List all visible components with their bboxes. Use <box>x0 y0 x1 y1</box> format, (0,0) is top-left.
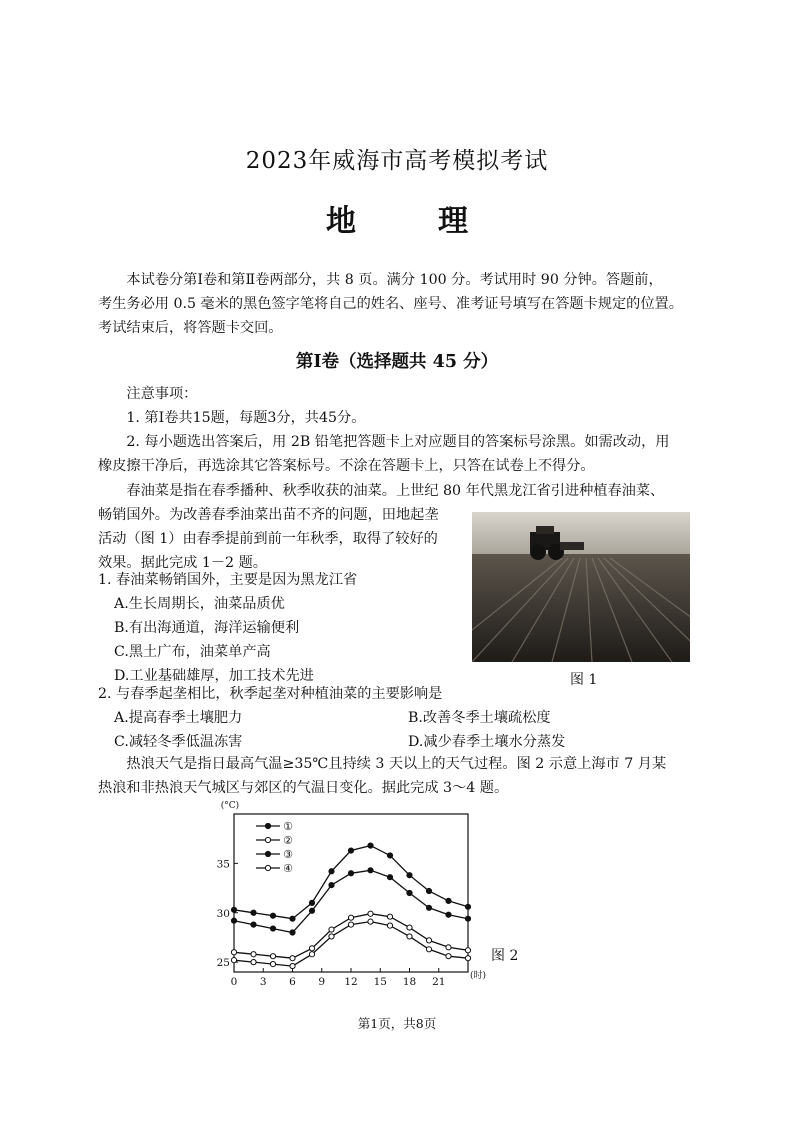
data-point <box>348 871 353 876</box>
data-point <box>368 868 373 873</box>
x-tick-label: 6 <box>289 976 296 988</box>
legend-marker <box>265 823 270 828</box>
data-point <box>290 930 295 935</box>
tractor-field-photo <box>472 512 690 662</box>
data-point <box>290 963 295 968</box>
x-tick-label: 9 <box>318 976 326 988</box>
data-point <box>446 898 451 903</box>
data-point <box>426 947 431 952</box>
passage-canola-cont <box>98 503 463 575</box>
question-1 <box>98 568 468 688</box>
data-point <box>270 954 275 959</box>
option-a: A.提高春季土壤肥力 <box>114 710 243 726</box>
data-point <box>368 911 373 916</box>
data-point <box>465 956 470 961</box>
x-tick-label: 18 <box>402 976 417 988</box>
legend-marker <box>265 837 270 842</box>
data-point <box>251 922 256 927</box>
intro-line: 本试卷分第Ⅰ卷和第Ⅱ卷两部分，共 8 页。满分 100 分。考试用时 90 分钟。答题前， <box>126 272 663 288</box>
subject-title: 地 理 <box>326 204 494 239</box>
data-point <box>309 952 314 957</box>
y-tick-label: 30 <box>216 907 230 920</box>
y-tick-label: 35 <box>216 858 230 871</box>
photo-illustration <box>472 512 690 662</box>
exam-instructions <box>98 268 702 340</box>
data-point <box>231 918 236 923</box>
figure-1-caption: 图 1 <box>570 672 598 688</box>
intro-line: 考生务必用 0.5 毫米的黑色签字笔将自己的姓名、座号、准考证号填写在答题卡规定的位置。 <box>98 296 683 312</box>
x-tick-label: 21 <box>432 976 446 988</box>
data-point <box>251 952 256 957</box>
option-d: D.工业基础雄厚，加工技术先进 <box>114 668 314 684</box>
data-point <box>329 869 334 874</box>
data-point <box>426 938 431 943</box>
data-point <box>407 873 412 878</box>
data-point <box>407 934 412 939</box>
data-point <box>231 950 236 955</box>
x-tick-label: 15 <box>373 976 387 988</box>
y-tick-label: 25 <box>216 957 230 970</box>
x-tick-label: 3 <box>259 976 267 988</box>
data-point <box>309 900 314 905</box>
passage-canola <box>98 479 702 503</box>
option-a: A.生长周期长，油菜品质优 <box>114 596 285 612</box>
option-c: C.减轻冬季低温冻害 <box>114 734 243 750</box>
exam-title: 2023年威海市高考模拟考试 <box>245 148 549 174</box>
chart-svg <box>208 796 490 992</box>
legend-label: ③ <box>283 848 293 861</box>
question-stem: 1. 春油菜畅销国外，主要是因为黑龙江省 <box>98 572 358 588</box>
notes-item: 1. 第Ⅰ卷共15题，每题3分，共45分。 <box>126 410 366 426</box>
data-point <box>309 946 314 951</box>
data-point <box>231 958 236 963</box>
data-point <box>290 956 295 961</box>
data-point <box>426 888 431 893</box>
data-point <box>446 945 451 950</box>
data-point <box>407 890 412 895</box>
figure-2-caption: 图 2 <box>491 948 519 964</box>
page-footer: 第1页，共8页 <box>357 1016 437 1031</box>
legend-label: ④ <box>283 862 293 875</box>
data-point <box>446 954 451 959</box>
legend-marker <box>265 851 270 856</box>
data-point <box>387 923 392 928</box>
data-point <box>426 905 431 910</box>
data-point <box>465 916 470 921</box>
passage-line: 畅销国外。为改善春季油菜出苗不齐的问题，田地起垄 <box>98 507 439 523</box>
question-stem: 2. 与春季起垄相比，秋季起垄对种植油菜的主要影响是 <box>98 686 443 702</box>
x-tick-label: 12 <box>344 976 358 988</box>
passage-line: 活动（图 1）由春季提前到前一年秋季，取得了较好的 <box>98 531 438 547</box>
data-point <box>270 962 275 967</box>
data-point <box>368 843 373 848</box>
data-point <box>387 875 392 880</box>
data-point <box>270 913 275 918</box>
data-point <box>446 912 451 917</box>
notes-item: 2. 每小题选出答案后，用 2B 铅笔把答题卡上对应题目的答案标号涂黑。如需改动，用 <box>126 434 670 450</box>
passage-line: 春油菜是指在春季播种、秋季收获的油菜。上世纪 80 年代黑龙江省引进种植春油菜、 <box>126 483 665 499</box>
data-point <box>348 922 353 927</box>
passage-heatwave <box>98 752 712 800</box>
notes-heading: 注意事项： <box>126 386 198 402</box>
data-point <box>290 916 295 921</box>
data-point <box>348 915 353 920</box>
data-point <box>231 907 236 912</box>
question-2 <box>98 682 702 754</box>
notes-item: 橡皮擦干净后，再选涂其它答案标号。不涂在答题卡上，只答在试卷上不得分。 <box>98 458 595 474</box>
data-point <box>368 919 373 924</box>
data-point <box>329 883 334 888</box>
data-point <box>465 948 470 953</box>
data-point <box>407 925 412 930</box>
legend-label: ① <box>283 820 293 833</box>
section-title: 第Ⅰ卷（选择题共 45 分） <box>295 352 499 372</box>
legend-marker <box>265 865 270 870</box>
options-row <box>98 730 702 754</box>
x-axis-label: (时) <box>469 971 487 981</box>
data-point <box>387 853 392 858</box>
passage-line: 效果。据此完成 1－2 题。 <box>98 555 267 571</box>
passage-line: 热浪天气是指日最高气温≥35℃且持续 3 天以上的天气过程。图 2 示意上海市 7 月某 <box>126 756 667 772</box>
passage-line: 热浪和非热浪天气城区与郊区的气温日变化。据此完成 3～4 题。 <box>98 780 509 796</box>
legend-label: ② <box>283 834 293 847</box>
data-point <box>348 848 353 853</box>
data-point <box>465 904 470 909</box>
option-c: C.黑土广布，油菜单产高 <box>114 644 271 660</box>
option-b: B.有出海通道，海洋运输便利 <box>114 620 300 636</box>
data-point <box>329 927 334 932</box>
data-point <box>251 910 256 915</box>
data-point <box>309 908 314 913</box>
options-row <box>98 706 702 730</box>
option-b: B.改善冬季土壤疏松度 <box>408 710 551 726</box>
data-point <box>251 960 256 965</box>
x-tick-label: 0 <box>230 976 238 988</box>
data-point <box>329 934 334 939</box>
y-axis-label: (°C) <box>220 801 240 811</box>
data-point <box>270 926 275 931</box>
data-point <box>387 914 392 919</box>
temperature-chart <box>208 796 490 996</box>
intro-line: 考试结束后，将答题卡交回。 <box>98 320 283 336</box>
notes-block <box>98 382 702 478</box>
option-d: D.减少春季土壤水分蒸发 <box>408 734 566 750</box>
